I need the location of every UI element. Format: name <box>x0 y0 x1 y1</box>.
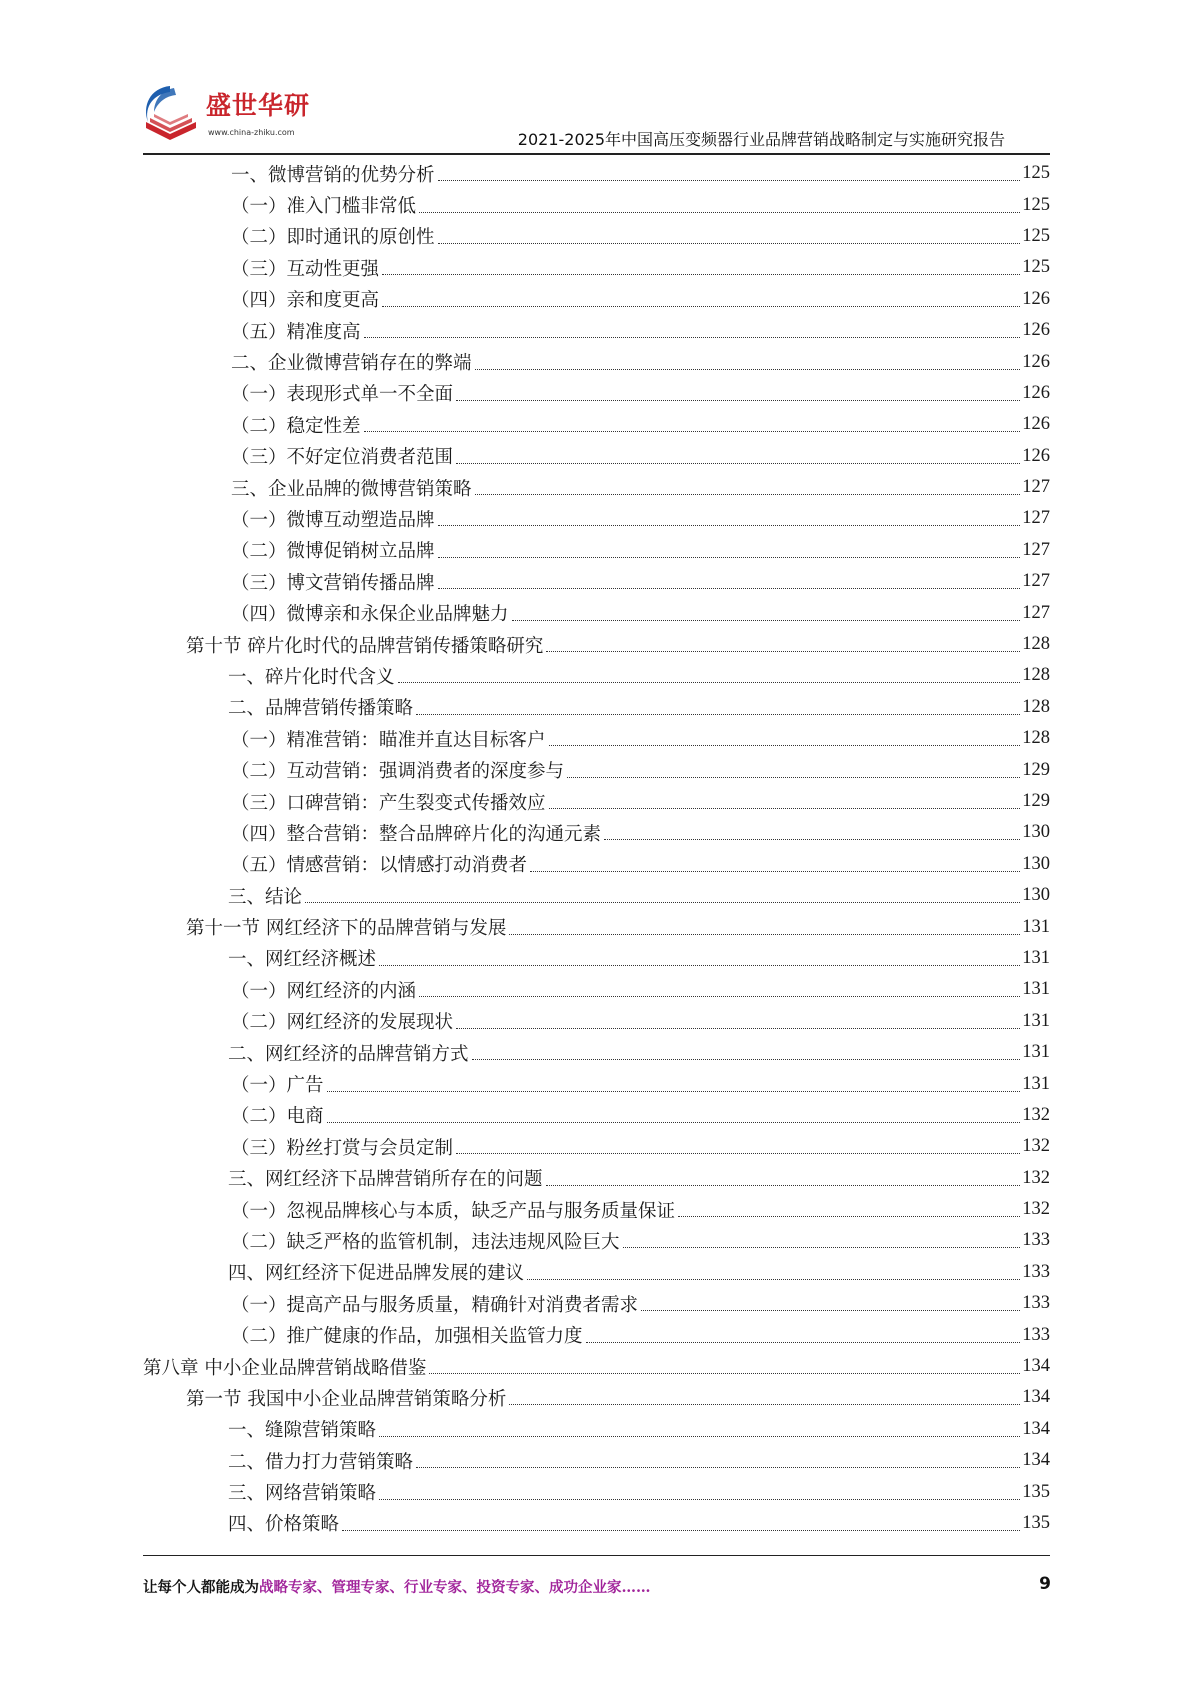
toc-entry-title: 一、碎片化时代含义 <box>228 666 395 688</box>
toc-entry[interactable] <box>143 409 1050 440</box>
toc-entry[interactable] <box>143 911 1050 942</box>
toc-entry-title: 一、网红经济概述 <box>228 949 377 971</box>
toc-dot-leader <box>456 463 1020 464</box>
toc-entry[interactable] <box>143 252 1050 283</box>
toc-entry-title: （三）互动性更强 <box>231 258 380 280</box>
toc-entry-page: 134 <box>1022 1387 1050 1408</box>
toc-entry-page: 132 <box>1022 1167 1050 1188</box>
toc-entry-page: 126 <box>1022 351 1050 372</box>
toc-dot-leader <box>475 369 1021 370</box>
toc-dot-leader <box>546 1185 1021 1186</box>
toc-entry-title: 四、价格策略 <box>228 1514 340 1536</box>
toc-entry[interactable] <box>143 943 1050 974</box>
toc-entry-title: （三）粉丝打赏与会员定制 <box>231 1137 454 1159</box>
toc-entry-title: （一）忽视品牌核心与本质，缺乏产品与服务质量保证 <box>231 1200 676 1222</box>
toc-dot-leader <box>549 745 1021 746</box>
toc-entry-page: 131 <box>1022 1042 1050 1063</box>
toc-entry-title: 一、缝隙营销策略 <box>228 1420 377 1442</box>
toc-entry[interactable] <box>143 535 1050 566</box>
toc-dot-leader <box>379 1436 1020 1437</box>
toc-entry-title: （一）表现形式单一不全面 <box>231 384 454 406</box>
toc-entry-page: 133 <box>1022 1230 1050 1251</box>
logo-url: www.china-zhiku.com <box>208 128 295 137</box>
toc-dot-leader <box>438 180 1021 181</box>
toc-dot-leader <box>586 1342 1021 1343</box>
toc-entry-page: 127 <box>1022 508 1050 529</box>
toc-entry[interactable] <box>143 1351 1050 1382</box>
toc-entry[interactable] <box>143 1382 1050 1413</box>
toc-entry-title: （二）电商 <box>231 1106 324 1128</box>
toc-dot-leader <box>509 1404 1020 1405</box>
toc-entry-page: 126 <box>1022 320 1050 341</box>
toc-dot-leader <box>429 1373 1020 1374</box>
header-divider <box>143 153 1050 155</box>
logo-title: 盛世华研 <box>206 91 311 120</box>
toc-entry[interactable] <box>143 1225 1050 1256</box>
toc-entry-title: 三、网红经济下品牌营销所存在的问题 <box>228 1169 543 1191</box>
book-logo-icon <box>140 82 204 144</box>
toc-entry-title: （二）互动营销：强调消费者的深度参与 <box>231 761 565 783</box>
toc-entry-title: 第八章 中小企业品牌营销战略借鉴 <box>143 1357 427 1379</box>
toc-dot-leader <box>398 682 1021 683</box>
toc-dot-leader <box>327 1122 1021 1123</box>
toc-entry-page: 126 <box>1022 445 1050 466</box>
slogan-prefix: 让每个人都能成为 <box>143 1579 259 1596</box>
toc-entry-page: 125 <box>1022 257 1050 278</box>
toc-entry[interactable] <box>143 346 1050 377</box>
page-number: 9 <box>1039 1574 1051 1594</box>
toc-entry-page: 131 <box>1022 1010 1050 1031</box>
footer-divider <box>143 1555 1050 1556</box>
toc-entry-page: 127 <box>1022 477 1050 498</box>
toc-entry-page: 126 <box>1022 288 1050 309</box>
report-title: 2021-2025年中国高压变频器行业品牌营销战略制定与实施研究报告 <box>517 130 1005 149</box>
toc-entry-title: 一、微博营销的优势分析 <box>231 164 435 186</box>
toc-entry-title: （四）微博亲和永保企业品牌魅力 <box>231 604 509 626</box>
toc-entry-page: 135 <box>1022 1512 1050 1533</box>
toc-entry-title: 第十节 碎片化时代的品牌营销传播策略研究 <box>186 635 544 657</box>
toc-entry[interactable] <box>143 1068 1050 1099</box>
toc-entry[interactable] <box>143 1194 1050 1225</box>
toc-entry-title: （五）情感营销：以情感打动消费者 <box>231 855 528 877</box>
toc-entry-page: 131 <box>1022 1073 1050 1094</box>
toc-entry-page: 134 <box>1022 1356 1050 1377</box>
toc-entry-page: 134 <box>1022 1418 1050 1439</box>
toc-entry[interactable] <box>143 566 1050 597</box>
toc-dot-leader <box>382 306 1020 307</box>
company-logo <box>140 82 320 148</box>
toc-entry-page: 131 <box>1022 947 1050 968</box>
toc-entry[interactable] <box>143 1257 1050 1288</box>
toc-entry-page: 126 <box>1022 382 1050 403</box>
toc-entry[interactable] <box>143 597 1050 628</box>
toc-entry[interactable] <box>143 1414 1050 1445</box>
toc-entry-page: 129 <box>1022 759 1050 780</box>
toc-dot-leader <box>456 1153 1020 1154</box>
toc-entry-title: （一）微博互动塑造品牌 <box>231 509 435 531</box>
toc-dot-leader <box>379 965 1020 966</box>
toc-dot-leader <box>416 1467 1020 1468</box>
toc-entry[interactable] <box>143 974 1050 1005</box>
toc-dot-leader <box>419 996 1020 997</box>
toc-dot-leader <box>364 337 1021 338</box>
toc-entry-title: 第一节 我国中小企业品牌营销策略分析 <box>186 1388 507 1410</box>
toc-entry-page: 127 <box>1022 571 1050 592</box>
toc-entry-title: （二）微博促销树立品牌 <box>231 541 435 563</box>
toc-entry[interactable] <box>143 189 1050 220</box>
toc-entry-title: （二）即时通讯的原创性 <box>231 227 435 249</box>
toc-entry-title: （一）准入门槛非常低 <box>231 196 417 218</box>
toc-entry-page: 129 <box>1022 791 1050 811</box>
toc-entry-page: 130 <box>1022 853 1050 874</box>
toc-entry-title: （二）缺乏严格的监管机制，违法违规风险巨大 <box>231 1231 620 1253</box>
toc-entry-page: 133 <box>1022 1293 1050 1314</box>
toc-entry-title: （三）博文营销传播品牌 <box>231 572 435 594</box>
toc-dot-leader <box>567 777 1020 778</box>
toc-entry-page: 130 <box>1022 885 1050 906</box>
toc-entry[interactable] <box>143 629 1050 660</box>
toc-entry-title: （二）网红经济的发展现状 <box>231 1012 454 1034</box>
toc-dot-leader <box>438 525 1021 526</box>
toc-entry[interactable] <box>143 849 1050 880</box>
toc-entry-title: 二、品牌营销传播策略 <box>228 698 414 720</box>
toc-dot-leader <box>438 588 1021 589</box>
toc-entry[interactable] <box>143 1006 1050 1037</box>
toc-dot-leader <box>512 620 1021 621</box>
toc-entry-page: 132 <box>1022 1199 1050 1220</box>
toc-entry[interactable] <box>143 880 1050 911</box>
toc-entry[interactable] <box>143 660 1050 691</box>
toc-entry[interactable] <box>143 284 1050 315</box>
toc-entry[interactable] <box>143 221 1050 252</box>
toc-entry-title: （四）整合营销：整合品牌碎片化的沟通元素 <box>231 823 602 845</box>
toc-entry-title: 第十一节 网红经济下的品牌营销与发展 <box>186 918 507 940</box>
toc-entry[interactable] <box>143 158 1050 189</box>
toc-dot-leader <box>641 1310 1020 1311</box>
toc-entry-title: （一）提高产品与服务质量，精确针对消费者需求 <box>231 1294 639 1316</box>
toc-entry-page: 128 <box>1022 696 1050 717</box>
toc-entry-page: 134 <box>1022 1450 1050 1471</box>
toc-dot-leader <box>379 1499 1020 1500</box>
toc-entry[interactable] <box>143 1288 1050 1319</box>
toc-dot-leader <box>527 1279 1020 1280</box>
toc-entry[interactable] <box>143 1508 1050 1539</box>
toc-entry[interactable] <box>143 817 1050 848</box>
toc-entry-title: （一）网红经济的内涵 <box>231 980 417 1002</box>
toc-dot-leader <box>419 212 1020 213</box>
toc-dot-leader <box>546 651 1020 652</box>
toc-entry-title: 四、网红经济下促进品牌发展的建议 <box>228 1263 525 1285</box>
toc-entry-page: 131 <box>1022 979 1050 1000</box>
toc-entry-page: 131 <box>1022 916 1050 937</box>
toc-entry-page: 128 <box>1022 728 1050 749</box>
toc-dot-leader <box>382 274 1020 275</box>
toc-entry-title: 三、企业品牌的微博营销策略 <box>231 478 472 500</box>
toc-entry[interactable] <box>143 503 1050 534</box>
toc-entry[interactable] <box>143 472 1050 503</box>
toc-dot-leader <box>530 871 1020 872</box>
toc-entry-page: 135 <box>1022 1481 1050 1502</box>
toc-entry-title: 二、企业微博营销存在的弊端 <box>231 353 472 375</box>
toc-entry-title: 二、借力打力营销策略 <box>228 1451 414 1473</box>
toc-entry[interactable] <box>143 1319 1050 1350</box>
toc-dot-leader <box>438 557 1021 558</box>
toc-entry-page: 127 <box>1022 539 1050 560</box>
toc-dot-leader <box>678 1216 1020 1217</box>
toc-entry[interactable] <box>143 1100 1050 1131</box>
toc-dot-leader <box>342 1530 1020 1531</box>
toc-entry[interactable] <box>143 378 1050 409</box>
toc-entry-title: （一）精准营销：瞄准并直达目标客户 <box>231 729 546 751</box>
toc-entry-title: （二）稳定性差 <box>231 415 361 437</box>
toc-dot-leader <box>416 714 1020 715</box>
toc-entry[interactable] <box>143 723 1050 754</box>
toc-dot-leader <box>438 243 1021 244</box>
toc-dot-leader <box>475 494 1021 495</box>
toc-entry[interactable] <box>143 1476 1050 1507</box>
toc-dot-leader <box>604 839 1020 840</box>
toc-entry-page: 133 <box>1022 1324 1050 1345</box>
toc-dot-leader <box>509 934 1020 935</box>
slogan-highlight: 战略专家、管理专家、行业专家、投资专家、成功企业家…… <box>259 1579 651 1596</box>
toc-dot-leader <box>549 808 1021 809</box>
toc-entry[interactable] <box>143 1163 1050 1194</box>
toc-entry-page: 127 <box>1022 602 1050 623</box>
toc-entry-page: 132 <box>1022 1104 1050 1125</box>
toc-entry-title: （三）不好定位消费者范围 <box>231 447 454 469</box>
toc-entry-title: 二、网红经济的品牌营销方式 <box>228 1043 469 1065</box>
toc-entry[interactable] <box>143 1037 1050 1068</box>
toc-entry-page: 132 <box>1022 1136 1050 1157</box>
table-of-contents <box>143 158 1050 1539</box>
toc-entry[interactable] <box>143 754 1050 785</box>
toc-entry-title: 三、网络营销策略 <box>228 1483 377 1505</box>
toc-entry-title: （四）亲和度更高 <box>231 290 380 312</box>
toc-dot-leader <box>456 1028 1020 1029</box>
toc-dot-leader <box>305 902 1020 903</box>
toc-dot-leader <box>327 1091 1021 1092</box>
toc-entry-page: 125 <box>1022 194 1050 215</box>
toc-entry-page: 125 <box>1022 225 1050 246</box>
toc-entry[interactable] <box>143 315 1050 346</box>
toc-entry[interactable] <box>143 441 1050 472</box>
toc-entry-page: 130 <box>1022 822 1050 843</box>
toc-entry-page: 125 <box>1022 163 1050 184</box>
toc-dot-leader <box>472 1059 1021 1060</box>
toc-dot-leader <box>456 400 1020 401</box>
footer-slogan <box>143 1576 651 1597</box>
toc-entry-page: 128 <box>1022 634 1050 655</box>
toc-dot-leader <box>623 1247 1021 1248</box>
toc-entry-page: 128 <box>1022 665 1050 686</box>
toc-entry-title: （一）广告 <box>231 1075 324 1097</box>
toc-entry[interactable] <box>143 692 1050 723</box>
toc-entry-title: （三）口碑营销：产生裂变式传播效应 <box>231 792 546 814</box>
toc-entry-page: 133 <box>1022 1261 1050 1282</box>
toc-entry-title: 三、结论 <box>228 886 303 908</box>
toc-entry[interactable] <box>143 786 1050 817</box>
toc-entry-title: （五）精准度高 <box>231 321 361 343</box>
toc-entry-title: （二）推广健康的作品，加强相关监管力度 <box>231 1326 583 1348</box>
toc-entry[interactable] <box>143 1445 1050 1476</box>
toc-dot-leader <box>364 431 1021 432</box>
toc-entry-page: 126 <box>1022 414 1050 435</box>
toc-entry[interactable] <box>143 1131 1050 1162</box>
